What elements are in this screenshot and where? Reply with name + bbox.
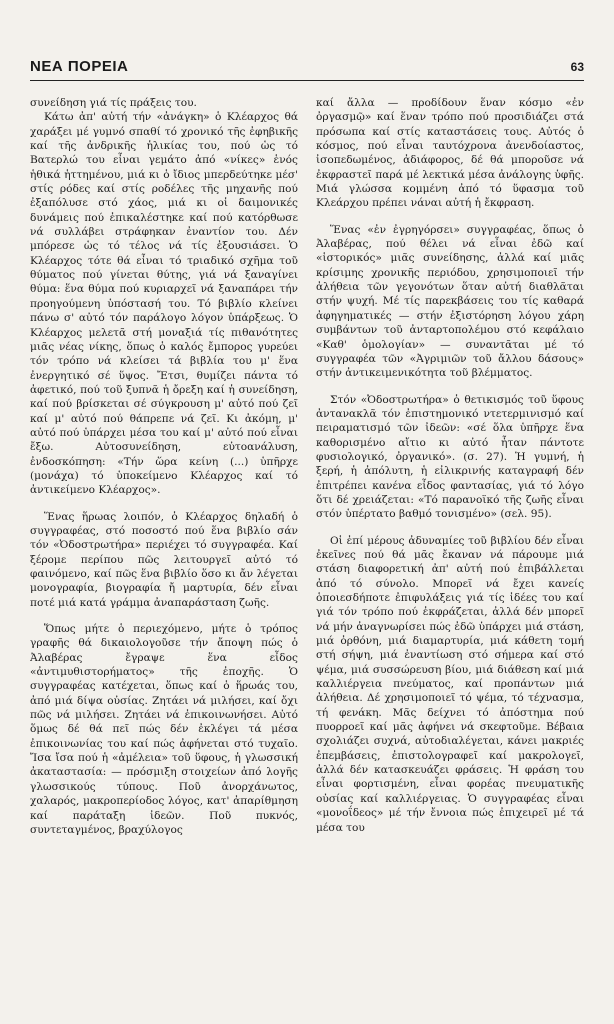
paragraph: Ἕνας «ἐν ἐγρηγόρσει» συγγραφέας, ὅπως ὁ Ἀλαβέρας, πού θέλει νά εἶναι ἐδῶ καί «ἱστορικός» μιᾶς συνείδησης, ἀλλά καί μιᾶς κρίσιμης χρονικῆς περιόδου, χρησιμοποιεῖ τήν ἀλήθεια τῶν γεγονότων ὅταν αὐτή διαθλᾶται στήν ψυχή. Μέ τίς παρεκβάσεις του τίς καθαρά ἀφηγηματικές — στήν ἐξιστόρηση λόγου χάρη συμβάντων τοῦ ἀνταρτοπολέμου στό κεφάλαιο «Καθ' ὁμολογίαν» — συναντᾶται μέ τό συγγραφέα τῶν «Ἀγριμιῶν τοῦ ἄλλου δάσους» στήν ἀντικειμενικότητα τοῦ βλέμματος. — [316, 223, 584, 380]
page-header — [30, 58, 584, 80]
paragraph: καί ἄλλα — προδίδουν ἕναν κόσμο «ἐν ὀργασμῷ» καί ἕναν τρόπο πού προσιδιάζει στά πρόσωπα καί στίς καταστάσεις τους. Αὐτός ὁ κόσμος, πού εἶναι ταυτόχρονα ἀνενδοίαστος, ἰσοπεδωμένος, ἀδιάφορος, δέ θά μποροῦσε νά ἐκφραστεῖ παρά μέ λεκτικά μέσα ἀνάλογης ὑφῆς. Μιά γλώσσα κομμένη ἀπό τό ὕφασμα τοῦ Κλεάρχου πρέπει νάναι αὐτή ἡ ἔκφραση. — [316, 97, 584, 210]
header-rule — [30, 80, 584, 81]
right-column — [316, 96, 584, 1010]
paragraph: Κάτω ἀπ' αὐτή τήν «ἀνάγκη» ὁ Κλέαρχος θά χαράξει μέ γυμνό σπαθί τό χρονικό τῆς ἐφηβικῆς καί τῆς ἀνδρικῆς ἡλικίας του, πού ὡς τό Βατερλώ του εἶναι γεμάτο ἀπό «νίκες» ἑνός ἡθικά ἡττημένου, μιά κι ὁ ἴδιος μπερδεύτηκε μέσ' στίς ρόδες καί στίς ροδέλες τῆς μηχανῆς πού ἐξαπόλυσε στό χάος, μιά κι οἱ δαιμονικές δυνάμεις πού ἐπικαλέστηκε καί πού κατόρθωσε νά συλλάβει στράφηκαν ἐναντίον του. Δέν μπόρεσε ὡς τό τέλος νά τίς ἐξουσιάσει. Ὁ Κλέαρχος τότε θά εἶναι τό τριαδικό σχῆμα τοῦ θύματος πού γίνεται θύτης, γιά νά ξαναγίνει θύμα: ἕνα θύμα πού κυριαρχεῖ νά ξαναπάρει τήν προηγούμενη ὑπόστασή του. Τό βιβλίο κλείνει πάνω σ' αὐτό τόν παράλογο λόγον ὑπάρξεως. Ὁ Κλέαρχος μελετᾶ στή μοναξιά τίς πιθανότητες μιᾶς νέας νίκης, ὅπως ὁ καλός ἔμπορος γυρεύει τόν τρόπο νά κλείσει τά βιβλία του μ' ἕνα ἐνεργητικό σέ ὕψος. Ἔτσι, θυμίζει πάντα τό ἀφετικό, πού τοῦ ξυπνᾶ ἡ ὄρεξη καί ἡ συνείδηση, καί πού βρίσκεται σέ σύγκρουση μ' αὐτό πού ζεῖ καί μ' αὐτό πού θάπρεπε νά ζεῖ. Κι ἀκόμη, μ' αὐτό πού ὑπάρχει μέσα του καί μ' αὐτό πού εἶναι ἔξω. Αὐτοσυνείδηση, εὐτοανάλυση, ἐνδοσκόπηση: «Τήν ὥρα κείνη (...) ὑπῆρχε (μονάχα) τό ὑποκείμενο Κλέαρχος καί τό ἀντικείμενο Κλέαρχος». — [30, 111, 298, 497]
page-number: 63 — [570, 60, 584, 74]
paragraph: Ὅπως μήτε ὁ περιεχόμενο, μήτε ὁ τρόπος γραφῆς θά δικαιολογοῦσε τήν ἄποψη πώς ὁ Ἀλαβέρας ἔγραψε ἕνα εἶδος «ἀντιμυθιστορήματος» τῆς ἐποχῆς. Ὁ συγγραφέας κατέχεται, ὅπως καί ὁ ἥρωάς του, ἀπό μιά δίψα οὐσίας. Ζητάει νά μιλήσει, καί ὄχι πῶς νά μιλήσει. Ζητάει νά ἐπικοινωνήσει. Αὐτό ὅμως δέ θά πεῖ πώς δέν ἐκλέγει τά μέσα ἐπικοινωνίας του καί πώς ἀφήνεται στό τυχαῖο. Ἴσα ἴσα πού ἡ «ἀμέλεια» τοῦ ὕφους, ἡ γλωσσική ἀκαταστασία: — πρόσμιξη στοιχείων ἀπό λογῆς γλωσσικούς τύπους. Ποῦ ἀνορχάνωτος, χαλαρός, μακροπερίοδος λόγος, κατ' ἀπαρίθμηση καί παράταξη ἰδεῶν. Ποῦ πυκνός, συντεταγμένος, βραχύλογος — [30, 623, 298, 836]
journal-title: ΝΕΑ ΠΟΡΕΙΑ — [30, 58, 129, 75]
paragraph: Ἕνας ἥρωας λοιπόν, ὁ Κλέαρχος δηλαδή ὁ συγγραφέας, στό ποσοστό πού ἕνα βιβλίο σάν τόν «Ὀδοστρωτήρα» περιέχει τό συγγραφέα. Καί ξέρομε περίπου πῶς λειτουργεῖ αὐτό τό φαινόμενο, καί πῶς ἕνα βιβλίο ὅσο κι ἄν λέγεται μονογραφία, βιογραφία ἤ μαρτυρία, δέν εἶναι ποτέ μιά κατά γράμμα ἀναπαράσταση ζωῆς. — [30, 510, 298, 609]
paragraph: Στόν «Ὀδοστρωτήρα» ὁ θετικισμός τοῦ ὕφους ἀντανακλᾶ τόν ἐπιστημονικό ντετερμινισμό καί πειραματισμό τῶν ἰδεῶν: «σέ ὅλα ὑπῆρχε ἕνα καθορισμένο αἴτιο κι αὐτό ἦταν πάντοτε φυσιολογικό, ὀργανικό». (σ. 27). Ἡ γυμνή, ἡ ξερή, ἡ ἀπόλυτη, ἡ εἰλικρινής καταγραφή δέν ἐπιτρέπει κανένα εἶδος φαντασίας, γιά τό λόγο ὅτι δέ χρειάζεται: «Τό παρανοϊκό τῆς ζωῆς εἶναι στόν ὑπέρτατο βαθμό τονισμένο» (σελ. 95). — [316, 393, 584, 521]
paragraph: Οἱ ἐπί μέρους ἀδυναμίες τοῦ βιβλίου δέν εἶναι ἐκεῖνες πού θά μᾶς ἔκαναν νά πάρουμε μιά στάση διαφορετική ἀπ' αὐτή πού ἐπιβάλλεται ἀπό τό σύνολο. Μπορεῖ νά ἔχει κανείς ὁποιεσδήποτε ἐπιφυλάξεις γιά τίς ἰδέες του καί γιά τόν τρόπο πού ἐκφράζεται, ἀλλά δέν μπορεῖ νά μήν ἀναγνωρίσει πώς ἐδῶ ὑπάρχει μιά στάση, μιά ὀρθόνη, μιά διαμαρτυρία, μιά κάθετη τομή στή σήψη, μιά ἐναντίωση στό σήμερα καί στό ψέμα, μιά συσσώρευση βίου, μιά διάθεση καί μιά καλλιέργεια πνεύματος, καί προπάντων μιά ἀλήθεια. Δέ χρησιμοποιεῖ τό ψέμα, τό τέχνασμα, τή φενάκη. Μᾶς δείχνει τό ἀπόστημα πού πυορροεῖ καί μᾶς ἀφήνει νά σκεφτοῦμε. Βέβαια σχολιάζει συχνά, αὐτοδιαλέγεται, κάνει μακριές ἐπεμβάσεις, ἐπιστολογραφεῖ καί μακρολογεῖ, ἀλλά δέν κατασκευάζει φράσεις. Ἡ φράση του εἶναι φορτισμένη, εἶναι φορέας πνευματικῆς οὐσίας καί καλλιέργειας. Ὁ συγγραφέας εἶναι «μονοΐδεος» μέ τήν ἔννοια πώς ἐπιχειρεῖ μέ τά μέσα του — [316, 534, 584, 834]
text-columns — [30, 96, 584, 1010]
paragraph: συνείδηση γιά τίς πράξεις του. — [30, 97, 197, 109]
left-column — [30, 96, 298, 1010]
